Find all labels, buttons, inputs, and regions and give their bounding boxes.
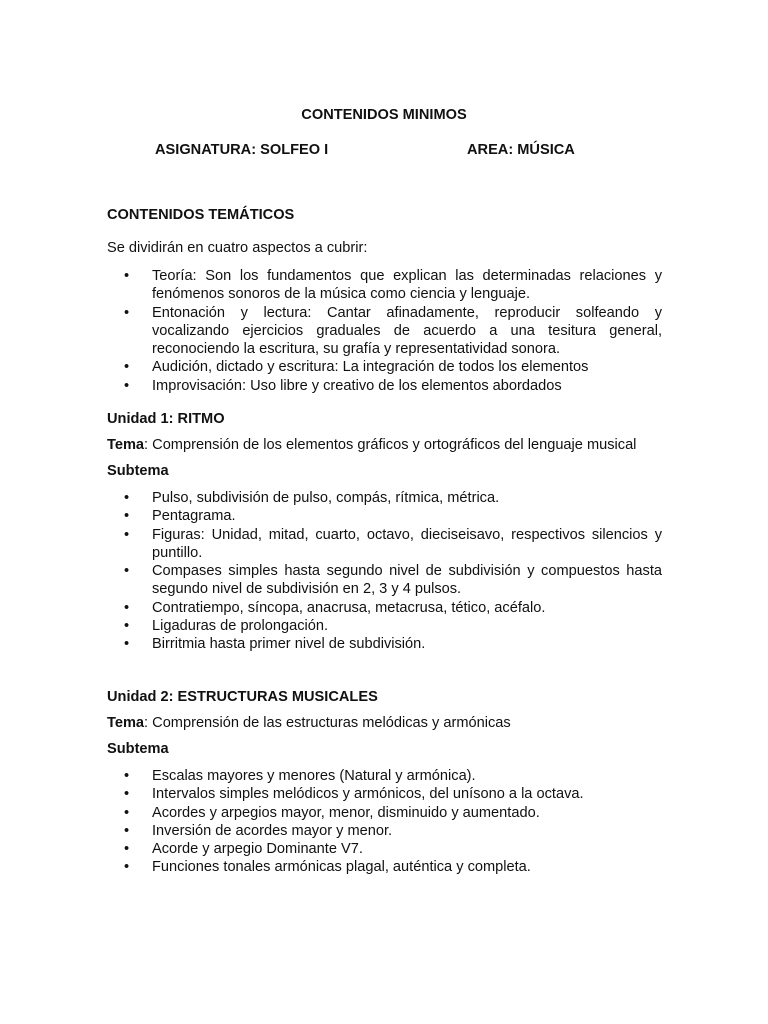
list-item: • Funciones tonales armónicas plagal, auténtica y completa. xyxy=(107,858,662,876)
contenidos-intro: Se dividirán en cuatro aspectos a cubrir: xyxy=(107,240,368,256)
contenidos-list xyxy=(107,267,662,395)
list-item: • Birritmia hasta primer nivel de subdivisión. xyxy=(107,635,662,653)
list-item: • Acordes y arpegios mayor, menor, disminuido y aumentado. xyxy=(107,804,662,822)
list-item: • Entonación y lectura: Cantar afinadamente, reproducir solfeando y vocalizando ejercicios graduales de acuerdo a una tesitura general, reconociendo la escritura, su grafía y representatividad sonora. xyxy=(107,304,662,359)
list-item: • Improvisación: Uso libre y creativo de los elementos abordados xyxy=(107,377,662,395)
tema-label: Tema xyxy=(107,715,145,731)
list-item: • Escalas mayores y menores (Natural y armónica). xyxy=(107,767,662,785)
list-item: • Contratiempo, síncopa, anacrusa, metacrusa, tético, acéfalo. xyxy=(107,599,662,617)
unidad2-tema xyxy=(107,715,511,731)
list-item: • Audición, dictado y escritura: La integración de todos los elementos xyxy=(107,358,662,376)
list-item: • Acorde y arpegio Dominante V7. xyxy=(107,840,662,858)
unidad1-list xyxy=(107,489,662,654)
list-item: • Pulso, subdivisión de pulso, compás, rítmica, métrica. xyxy=(107,489,662,507)
unidad2-list xyxy=(107,767,662,877)
list-item: • Ligaduras de prolongación. xyxy=(107,617,662,635)
subject-label: ASIGNATURA: SOLFEO I xyxy=(155,142,329,158)
list-item: • Compases simples hasta segundo nivel de subdivisión y compuestos hasta segundo nivel de subdivisión en 2, 3 y 4 pulsos. xyxy=(107,562,662,599)
contenidos-heading: CONTENIDOS TEMÁTICOS xyxy=(107,207,295,223)
unidad2-subtema-label: Subtema xyxy=(107,741,169,757)
tema-text: : Comprensión de las estructuras melódicas y armónicas xyxy=(144,715,511,731)
list-item: • Pentagrama. xyxy=(107,507,662,525)
unidad1-tema xyxy=(107,437,636,453)
area-label: AREA: MÚSICA xyxy=(467,142,575,158)
tema-label: Tema xyxy=(107,437,145,453)
unidad2-heading: Unidad 2: ESTRUCTURAS MUSICALES xyxy=(107,689,378,705)
list-item: • Inversión de acordes mayor y menor. xyxy=(107,822,662,840)
unidad1-subtema-label: Subtema xyxy=(107,463,169,479)
tema-text: : Comprensión de los elementos gráficos y ortográficos del lenguaje musical xyxy=(144,437,637,453)
document-title: CONTENIDOS MINIMOS xyxy=(301,107,467,123)
unidad1-heading: Unidad 1: RITMO xyxy=(107,411,225,427)
list-item: • Figuras: Unidad, mitad, cuarto, octavo, dieciseisavo, respectivos silencios y puntillo. xyxy=(107,526,662,563)
list-item: • Teoría: Son los fundamentos que explican las determinadas relaciones y fenómenos sonoros de la música como ciencia y lenguaje. xyxy=(107,267,662,304)
list-item: • Intervalos simples melódicos y armónicos, del unísono a la octava. xyxy=(107,785,662,803)
